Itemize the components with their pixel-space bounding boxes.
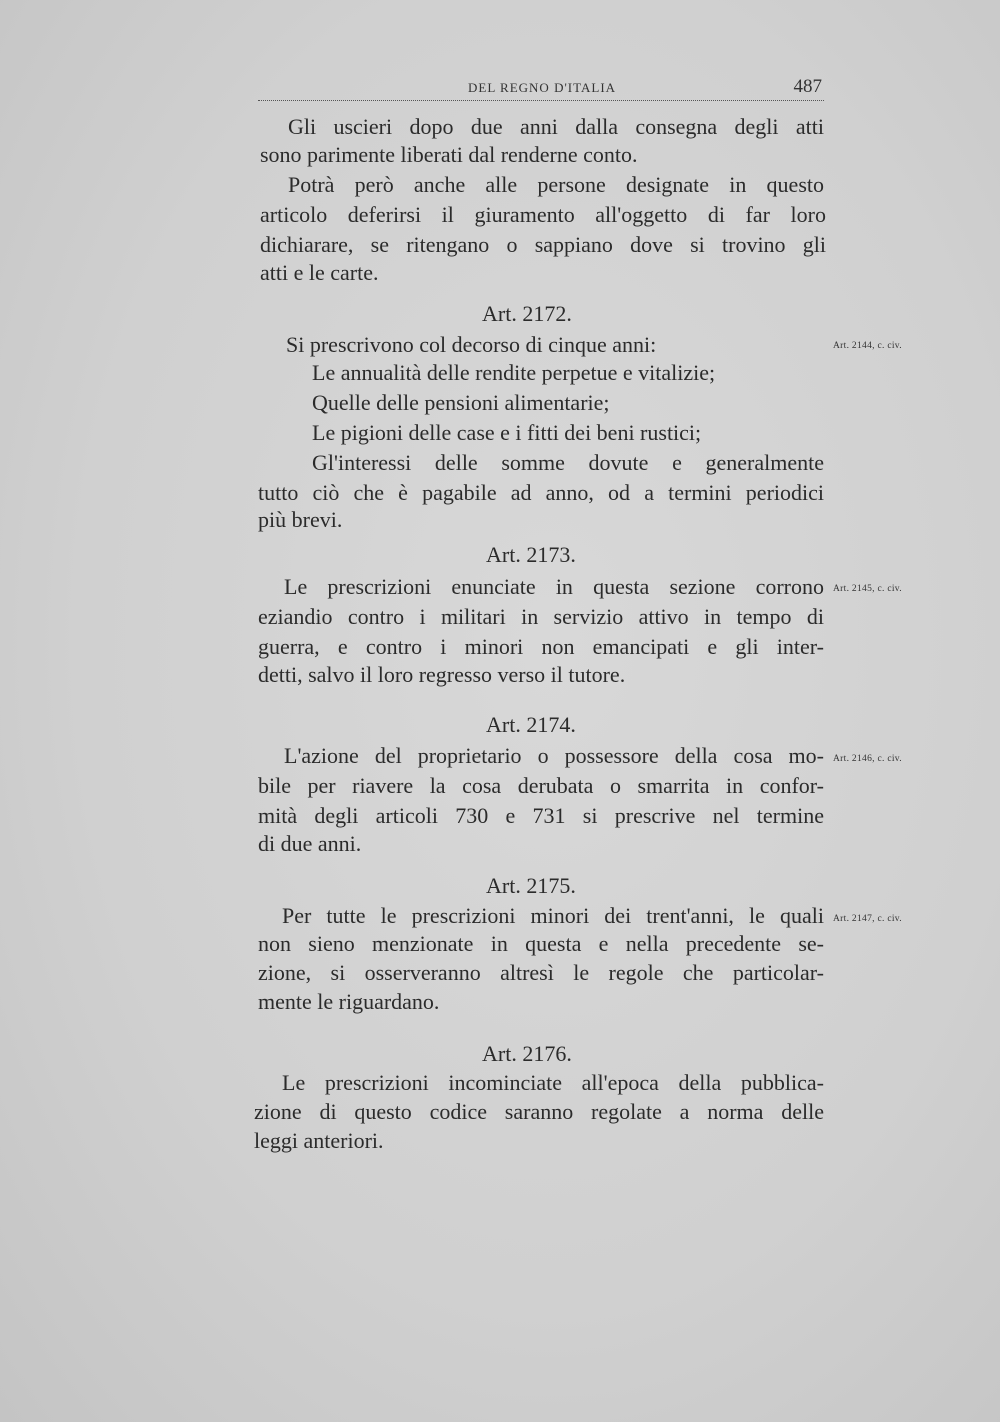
article-line: più brevi. (258, 507, 343, 532)
article-line: Le prescrizioni incominciate all'epoca della pubblica- (282, 1070, 824, 1095)
article-line: Si prescrivono col decorso di cinque anni: (286, 332, 657, 357)
article-line: guerra, e contro i minori non emancipati e gli inter- (258, 634, 824, 659)
margin-reference: Art. 2146, c. civ. (833, 754, 902, 764)
article-heading: Art. 2175. (486, 873, 576, 898)
margin-reference: Art. 2145, c. civ. (833, 584, 902, 594)
page-number: 487 (793, 76, 822, 97)
article-line: tutto ciò che è pagabile ad anno, od a termini periodici (258, 480, 824, 505)
article-line: zione di questo codice saranno regolate a norma delle (254, 1099, 824, 1124)
article-heading: Art. 2172. (482, 301, 572, 326)
article-line: mente le riguardano. (258, 989, 440, 1014)
article-line: Quelle delle pensioni alimentarie; (312, 390, 610, 415)
margin-reference: Art. 2147, c. civ. (833, 914, 902, 924)
intro-line: atti e le carte. (260, 260, 379, 285)
article-line: Le pigioni delle case e i fitti dei beni rustici; (312, 420, 702, 445)
article-line: Le annualità delle rendite perpetue e vitalizie; (312, 360, 716, 385)
running-header (258, 76, 824, 102)
article-line: zione, si osserveranno altresì le regole che particolar- (258, 960, 824, 985)
article-line: mità degli articoli 730 e 731 si prescrive nel termine (258, 803, 824, 828)
article-line: eziandio contro i militari in servizio attivo in tempo di (258, 604, 824, 629)
intro-line: sono parimente liberati dal renderne conto. (260, 142, 638, 167)
article-line: di due anni. (258, 831, 362, 856)
article-line: detti, salvo il loro regresso verso il tutore. (258, 662, 626, 687)
intro-line: Gli uscieri dopo due anni dalla consegna degli atti (288, 114, 824, 139)
article-line: non sieno menzionate in questa e nella precedente se- (258, 931, 824, 956)
article-line: leggi anteriori. (254, 1128, 384, 1153)
article-line: Le prescrizioni enunciate in questa sezione corrono (284, 574, 824, 599)
article-heading: Art. 2173. (486, 542, 576, 567)
header-rule (258, 100, 824, 101)
intro-line: dichiarare, se ritengano o sappiano dove si trovino gli (260, 232, 826, 257)
article-line: Gl'interessi delle somme dovute e generalmente (312, 450, 824, 475)
article-line: Per tutte le prescrizioni minori dei trent'anni, le quali (282, 903, 824, 928)
intro-line: Potrà però anche alle persone designate in questo (288, 172, 824, 197)
margin-reference: Art. 2144, c. civ. (833, 341, 902, 351)
running-header-title: DEL REGNO D'ITALIA (468, 80, 617, 95)
intro-line: articolo deferirsi il giuramento all'oggetto di far loro (260, 202, 826, 227)
article-heading: Art. 2174. (486, 712, 576, 737)
article-heading: Art. 2176. (482, 1041, 572, 1066)
article-line: bile per riavere la cosa derubata o smarrita in confor- (258, 773, 824, 798)
article-line: L'azione del proprietario o possessore della cosa mo- (284, 743, 824, 768)
